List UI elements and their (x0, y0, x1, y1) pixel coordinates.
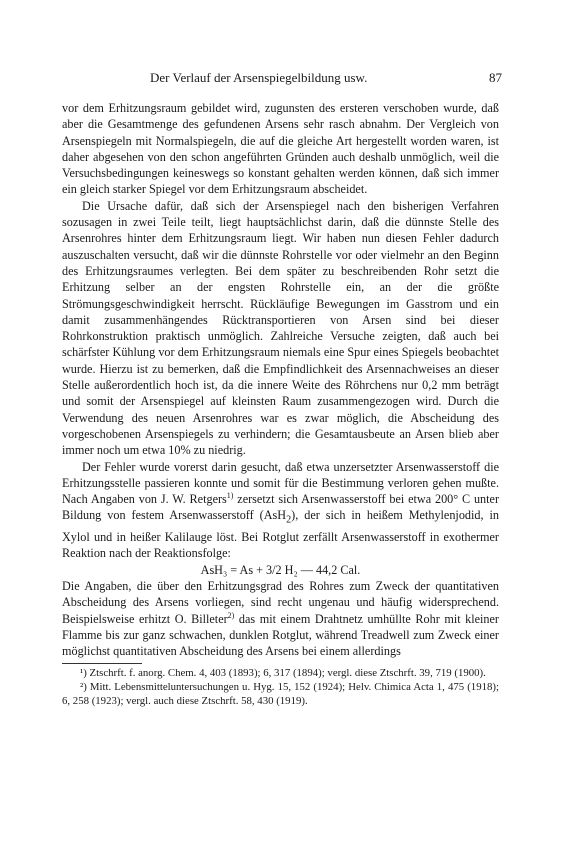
subscript-2: 2 (286, 514, 292, 526)
paragraph-4 (62, 578, 499, 659)
paragraph-3-text-a: Der Fehler wurde vorerst darin gesucht, daß etwa unzersetzter Arsenwasserstoff die Erhitzungsstelle passieren konnte und somit für die Bestimmung verloren gehen mußte. Nach Angaben von J. W. Retgers (62, 459, 499, 507)
footnote-1: ¹) Ztschrft. f. anorg. Chem. 4, 403 (1893); 6, 317 (1894); vergl. diese Ztschrft. 39, 719 (1900). (80, 666, 486, 679)
footnote-ref-1: 1) (226, 491, 234, 501)
paragraph-3-text-b: zersetzt sich Arsenwasserstoff bei etwa 200° C unter Bildung von festem Arsenwasserstoff (AsH (62, 492, 500, 523)
page-number: 87 (489, 70, 502, 85)
paragraph-4-text-b: das mit einem Drahtnetz umhüllte Rohr mit kleiner Flamme bis zur ganz schwachen, dunklen Rotglut, während Treadwell zum Zweck einer möglichst quantitativen Abscheidung des Arsens bei einem allerdings (62, 611, 499, 659)
running-header (62, 70, 502, 88)
paragraph-3-text-c: ), der sich in heißem Methylenjodid, in Xylol und in heißer Kalilauge löst. Bei Rotglut zerfällt Arsenwasserstoff in exothermer Reaktion nach der Reaktionsfolge: (62, 508, 499, 561)
footnote-2: ²) Mitt. Lebensmitteluntersuchungen u. Hyg. 15, 152 (1924); Helv. Chimica Acta 1, 475 (1918); 6, 258 (1923); vergl. auch diese Ztschrft. 58, 430 (1919). (62, 680, 499, 707)
footnote-divider (62, 663, 142, 664)
paragraph-2: Die Ursache dafür, daß sich der Arsenspiegel nach den bisherigen Verfahren sozusagen in zwei Teile teilt, liegt hauptsächlichst darin, daß die dünnste Stelle des Arsenrohres hinter dem Erhitzungsraum liegt. Wir haben nun diesen Fehler dadurch auszuschalten versucht, daß wir die dünnste Rohrstelle vor oder vielmehr an den Beginn des Erhitzungsraumes verlegten. Bei dem später zu beschreibenden Rohr setzt die Erhitzung selber an der engsten Rohrstelle ein, an der die größte Strömungsgeschwindigkeit herrscht. Rückläufige Bewegungen im Gasstrom und ein damit zusammenhängendes Rücktransportieren von Arsen sind bei dieser Rohrkonstruktion praktisch unmöglich. Zahlreiche Versuche zeigten, daß auch bei schärfster Kühlung vor dem Erhitzungsraum niemals eine Spur eines Spiegels beobachtet wurde. Hierzu ist zu bemerken, daß die Empfindlichkeit des Arsennachweises an dieser Stelle außerordentlich hoch ist, da die innere Weite des Röhrchens nur 0,2 mm beträgt und somit der Arsenspiegel auf kleinsten Raum zusammengezogen wird. Durch die Verwendung des neuen Arsenrohres war es zwar möglich, die Abscheidung des vorgeschobenen Arsenspiegels zu verhindern; die Gesamtausbeute an Arsen blieb aber immer noch um etwa 10% zu niedrig. (62, 198, 499, 458)
running-title: Der Verlauf der Arsenspiegelbildung usw. (150, 70, 368, 85)
footnote-ref-2: 2) (227, 610, 235, 620)
paragraph-4-text-a: Die Angaben, die über den Erhitzungsgrad des Rohres zum Zweck der quantitativen Abscheidung des Arsens vorliegen, sind recht ungenau und häufig widersprechend. Beispielsweise erhitzt O. Billeter (62, 579, 499, 626)
paragraph-3 (62, 459, 499, 562)
reaction-formula: AsH₃ = As + 3/2 H₂ — 44,2 Cal. (200, 562, 361, 577)
paragraph-1: vor dem Erhitzungsraum gebildet wird, zugunsten des ersteren verschoben wurde, daß aber die Gesamtmenge des gefundenen Arsens sehr rasch abnahm. Der Vergleich von Arsenspiegeln mit Normalspiegeln, die auf die gleiche Art hergestellt worden waren, ist daher abgesehen von den schon angeführten Gründen auch deshalb unmöglich, weil die Versuchsbedingungen keineswegs so konstant gehalten werden können, daß sich immer ein gleich starker Spiegel vor dem Erhitzungsraum abscheidet. (62, 101, 499, 197)
body-text (62, 100, 499, 708)
